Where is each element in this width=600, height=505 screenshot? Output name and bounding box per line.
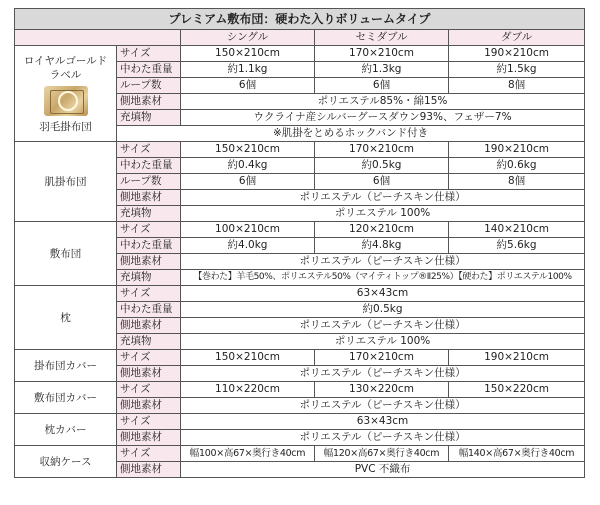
- category-name-line-1: ロイヤルゴールド: [23, 54, 108, 67]
- cell-value: 約0.5kg: [181, 302, 585, 318]
- row-label: サイズ: [117, 382, 181, 398]
- table-row: [15, 286, 585, 302]
- row-label: 側地素材: [117, 462, 181, 478]
- cell-value: ポリエステル（ピーチスキン仕様）: [181, 366, 585, 382]
- table-row: [15, 414, 585, 430]
- cell-value: 150×210cm: [181, 350, 315, 366]
- cell-value: ポリエステル85%・綿15%: [181, 94, 585, 110]
- spec-table-wrapper: [14, 8, 584, 478]
- row-label: 充填物: [117, 270, 181, 286]
- row-label: サイズ: [117, 142, 181, 158]
- cell-value: 190×210cm: [449, 350, 585, 366]
- note-cell: ※肌掛をとめるホックバンド付き: [117, 126, 585, 142]
- row-label: 中わた重量: [117, 238, 181, 254]
- table-row: [15, 382, 585, 398]
- cell-value: 120×210cm: [315, 222, 449, 238]
- cell-value: PVC 不織布: [181, 462, 585, 478]
- row-label: ループ数: [117, 78, 181, 94]
- cell-value: 150×210cm: [181, 46, 315, 62]
- cell-value: 幅100×高67×奥行き40cm: [181, 446, 315, 462]
- row-label: 側地素材: [117, 94, 181, 110]
- table-title: プレミアム敷布団：硬わた入りボリュームタイプ: [15, 9, 585, 30]
- row-label: サイズ: [117, 46, 181, 62]
- cell-value: 150×220cm: [449, 382, 585, 398]
- row-label: サイズ: [117, 350, 181, 366]
- row-label: 中わた重量: [117, 158, 181, 174]
- cell-value: 幅120×高67×奥行き40cm: [315, 446, 449, 462]
- table-row: [15, 222, 585, 238]
- cell-value: 約1.3kg: [315, 62, 449, 78]
- cell-value: 【巻わた】羊毛50%、ポリエステル50%（マイティトップ®Ⅱ25%）【硬わた】ポリエステル100%: [181, 270, 585, 286]
- cell-value: 約0.6kg: [449, 158, 585, 174]
- cell-value: 150×210cm: [181, 142, 315, 158]
- cell-value: 190×210cm: [449, 142, 585, 158]
- cell-value: 63×43cm: [181, 414, 585, 430]
- row-label: サイズ: [117, 222, 181, 238]
- cell-value: ポリエステル（ピーチスキン仕様）: [181, 398, 585, 414]
- category-sub-name: 羽毛掛布団: [39, 120, 92, 133]
- cell-value: 170×210cm: [315, 142, 449, 158]
- spec-table: [14, 8, 585, 478]
- category-hada: 肌掛布団: [15, 142, 117, 222]
- cell-value: 130×220cm: [315, 382, 449, 398]
- category-name-line-2: ラベル: [49, 68, 82, 81]
- cell-value: ポリエステル 100%: [181, 206, 585, 222]
- cell-value: ポリエステル（ピーチスキン仕様）: [181, 430, 585, 446]
- row-label: 充填物: [117, 206, 181, 222]
- row-label: 充填物: [117, 334, 181, 350]
- table-row: [15, 350, 585, 366]
- header-blank: [15, 30, 181, 46]
- row-label: サイズ: [117, 414, 181, 430]
- gold-label-icon: [44, 86, 88, 116]
- cell-value: 170×210cm: [315, 350, 449, 366]
- cell-value: 6個: [181, 78, 315, 94]
- cell-value: 約5.6kg: [449, 238, 585, 254]
- row-label: 側地素材: [117, 430, 181, 446]
- row-label: 側地素材: [117, 318, 181, 334]
- table-row: [15, 46, 585, 62]
- row-label: 側地素材: [117, 366, 181, 382]
- column-header-double: ダブル: [449, 30, 585, 46]
- category-makura-cover: 枕カバー: [15, 414, 117, 446]
- cell-value: 約1.1kg: [181, 62, 315, 78]
- cell-value: 190×210cm: [449, 46, 585, 62]
- row-label: 充填物: [117, 110, 181, 126]
- row-label: 側地素材: [117, 398, 181, 414]
- category-shiki: 敷布団: [15, 222, 117, 286]
- cell-value: ウクライナ産シルバーグースダウン93%、フェザー7%: [181, 110, 585, 126]
- cell-value: 約1.5kg: [449, 62, 585, 78]
- cell-value: 8個: [449, 174, 585, 190]
- cell-value: ポリエステル（ピーチスキン仕様）: [181, 318, 585, 334]
- cell-value: 100×210cm: [181, 222, 315, 238]
- cell-value: 110×220cm: [181, 382, 315, 398]
- cell-value: 63×43cm: [181, 286, 585, 302]
- row-label: 中わた重量: [117, 62, 181, 78]
- cell-value: 約0.4kg: [181, 158, 315, 174]
- row-label: 中わた重量: [117, 302, 181, 318]
- category-storage-case: 収納ケース: [15, 446, 117, 478]
- table-row: [15, 446, 585, 462]
- cell-value: 6個: [315, 174, 449, 190]
- row-label: 側地素材: [117, 190, 181, 206]
- cell-value: 170×210cm: [315, 46, 449, 62]
- row-label: 側地素材: [117, 254, 181, 270]
- cell-value: 6個: [315, 78, 449, 94]
- category-royal-gold: [15, 46, 117, 142]
- category-makura: 枕: [15, 286, 117, 350]
- row-label: サイズ: [117, 286, 181, 302]
- row-label: ループ数: [117, 174, 181, 190]
- cell-value: 8個: [449, 78, 585, 94]
- cell-value: 約4.8kg: [315, 238, 449, 254]
- column-header-single: シングル: [181, 30, 315, 46]
- column-header-semidouble: セミダブル: [315, 30, 449, 46]
- cell-value: 約4.0kg: [181, 238, 315, 254]
- cell-value: 幅140×高67×奥行き40cm: [449, 446, 585, 462]
- cell-value: 約0.5kg: [315, 158, 449, 174]
- table-row: [15, 142, 585, 158]
- cell-value: 140×210cm: [449, 222, 585, 238]
- cell-value: ポリエステル（ピーチスキン仕様）: [181, 190, 585, 206]
- cell-value: ポリエステル（ピーチスキン仕様）: [181, 254, 585, 270]
- cell-value: 6個: [181, 174, 315, 190]
- category-kake-cover: 掛布団カバー: [15, 350, 117, 382]
- category-shiki-cover: 敷布団カバー: [15, 382, 117, 414]
- cell-value: ポリエステル 100%: [181, 334, 585, 350]
- row-label: サイズ: [117, 446, 181, 462]
